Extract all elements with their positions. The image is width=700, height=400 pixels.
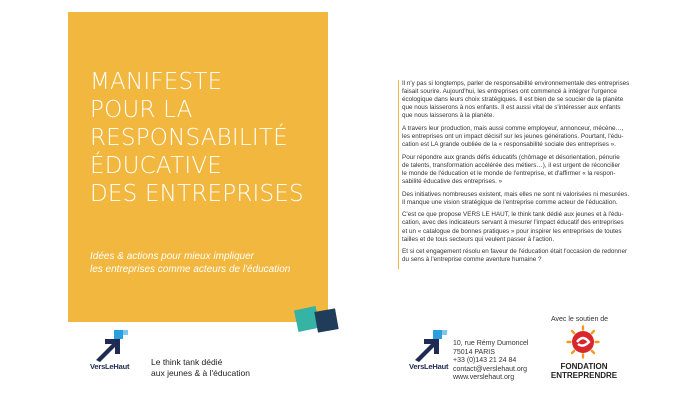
text-line: les entreprises ont un impact décisif sur les jeunes générations. Pourtant, l'édu- <box>402 133 624 141</box>
text-line: Il n'y pas si longtemps, parler de responsabilité environnementale des entreprises <box>402 80 630 87</box>
text-line: C'est ce que propose VERS LE HAUT, le think tank dédié aux jeunes et à l'édu- <box>402 211 624 219</box>
text-line: écologique dans leurs choix stratégiques. Il est bien de se soucier de la planète <box>402 96 624 104</box>
text-line: cation, avec des indicateurs servant à mesurer l'impact éducatif des entreprises <box>402 219 624 227</box>
manifesto-paragraph <box>402 248 634 264</box>
fondation-entreprendre-sun-logo-icon <box>566 325 600 359</box>
tagline-line: aux jeunes & à l'éducation <box>151 368 250 378</box>
text-line: que nous laisserons à la planète. <box>402 112 495 120</box>
verslehaut-logo <box>92 330 134 374</box>
manifesto-paragraph <box>402 191 634 207</box>
manifesto-paragraph <box>402 125 634 149</box>
text-line: Il manque une vision stratégique de l'entreprise comme acteur de l'éducation. <box>402 198 618 206</box>
cover-subtitle-line: Idées & actions pour mieux impliquer <box>90 251 254 262</box>
website-url: www.verslehaut.org <box>453 374 515 382</box>
cover-title <box>90 68 326 208</box>
text-line: cation est LA grande oubliée de la « responsabilité sociale des entreprises ». <box>402 141 616 149</box>
logo-brand-name: VersLeHaut <box>90 362 130 371</box>
contact-address <box>453 340 528 383</box>
manifesto-paragraph <box>402 154 634 186</box>
address-line: 75014 PARIS <box>453 348 495 356</box>
cover-title-line: MANIFESTE <box>90 69 223 95</box>
manifesto-paragraph <box>402 80 634 120</box>
text-line: Et si cet engagement résolu en faveur de l'éducation était l'occasion de redonner <box>402 248 628 256</box>
fondation-name <box>543 362 625 380</box>
cover-panel <box>68 12 328 322</box>
cover-title-line: ÉDUCATIVE <box>90 153 222 179</box>
cover-title-line: RESPONSABILITÉ <box>90 125 288 151</box>
fondation-name-line: FONDATION <box>560 362 608 371</box>
fondation-name-line: ENTREPRENDRE <box>550 371 618 380</box>
text-line: sabilité éducative des entreprises. » <box>402 178 503 186</box>
phone-number: +33 (0)143 21 24 84 <box>453 357 517 365</box>
address-line: 10, rue Rémy Dumoncel <box>453 340 529 347</box>
text-line: le monde de l'éducation et le monde de l'entreprise, et d'affirmer « la respon- <box>402 169 616 177</box>
verslehaut-arrow-logo-icon <box>92 330 134 364</box>
verslehaut-arrow-logo-icon <box>411 330 453 364</box>
verslehaut-logo-back <box>411 330 453 374</box>
cover-subtitle-line: les entreprises comme acteurs de l'éducation <box>90 264 291 275</box>
logo-tagline <box>151 357 250 379</box>
cover-subtitle <box>90 250 326 276</box>
cover-title-line: POUR LA <box>90 97 193 123</box>
manifesto-text <box>398 80 634 269</box>
logo-brand-name: VersLeHaut <box>409 362 449 371</box>
manifesto-paragraph <box>402 211 634 243</box>
cover-title-line: DES ENTREPRISES <box>90 181 304 207</box>
decorative-navy-square <box>314 308 338 332</box>
text-line: du sens à l'entreprise comme aventure humaine ? <box>402 256 542 264</box>
text-line: et un « catalogue de bonnes pratiques » pour inspirer les entreprises de toutes <box>402 227 622 235</box>
text-line: A travers leur production, mais aussi comme employeur, annonceur, mécène…, <box>402 124 624 132</box>
support-label: Avec le soutien de <box>551 316 609 323</box>
email-address: contact@verslehaut.org <box>453 365 528 373</box>
text-line: Des initiatives nombreuses existent, mais elles ne sont ni valorisées ni mesurées. <box>402 190 630 198</box>
text-line: Pour répondre aux grands défis éducatifs (chômage et désorientation, pénurie <box>402 153 620 161</box>
text-line: faisait sourire. Aujourd'hui, les entreprises ont commencé à intégrer l'urgence <box>402 88 617 96</box>
text-line: tailles et de tous secteurs qui veulent passer à l'action. <box>402 235 555 243</box>
text-line: de talents, transformation accélérée des métiers…), il est urgent de réconcilier <box>402 161 621 169</box>
tagline-line: Le think tank dédié <box>151 357 223 367</box>
text-line: que nous laisserons à nos enfants. Il est aussi vital de s'intéresser aux enfants <box>402 104 621 112</box>
